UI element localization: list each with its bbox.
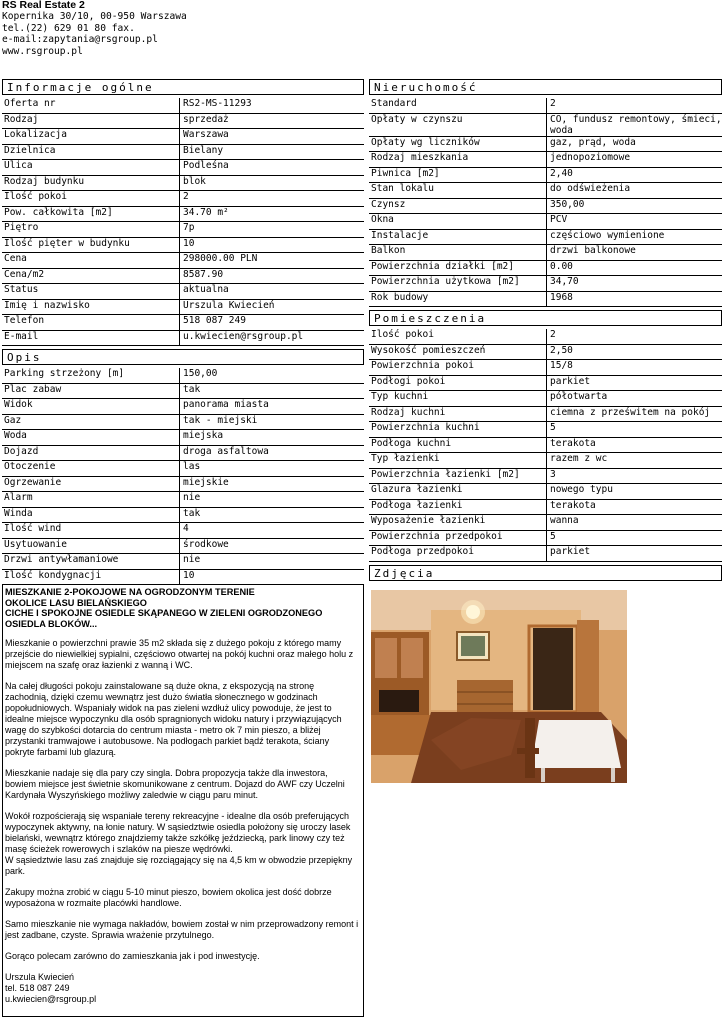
general-row bbox=[2, 160, 364, 176]
property-value: 0.00 bbox=[547, 261, 722, 277]
general-value: aktualna bbox=[180, 284, 364, 300]
general-value: 34.70 m² bbox=[180, 207, 364, 223]
opis-label: Ilość kondygnacji bbox=[2, 570, 180, 586]
property-row bbox=[369, 98, 722, 114]
property-row bbox=[369, 276, 722, 292]
opis-row bbox=[2, 508, 364, 524]
opis-value: 10 bbox=[180, 570, 364, 586]
agency-www: www.rsgroup.pl bbox=[2, 45, 83, 57]
property-row bbox=[369, 245, 722, 261]
opis-row bbox=[2, 477, 364, 493]
general-label: E-mail bbox=[2, 331, 180, 347]
rooms-row bbox=[369, 500, 722, 516]
opis-value: tak - miejski bbox=[180, 415, 364, 431]
general-value: Urszula Kwiecień bbox=[180, 300, 364, 316]
rooms-label: Powierzchnia łazienki [m2] bbox=[369, 469, 547, 485]
opis-row bbox=[2, 446, 364, 462]
general-label: Pow. całkowita [m2] bbox=[2, 207, 180, 223]
general-value: 8587.90 bbox=[180, 269, 364, 285]
section-property-header: Nieruchomość bbox=[369, 79, 722, 95]
property-table bbox=[369, 98, 722, 307]
opis-value: 4 bbox=[180, 523, 364, 539]
property-value: CO, fundusz remontowy, śmieci, woda bbox=[547, 114, 722, 137]
general-value: 518 087 249 bbox=[180, 315, 364, 331]
property-label: Piwnica [m2] bbox=[369, 168, 547, 184]
rooms-row bbox=[369, 345, 722, 361]
rooms-label: Podłoga łazienki bbox=[369, 500, 547, 516]
property-label: Opłaty wg liczników bbox=[369, 137, 547, 153]
general-row bbox=[2, 145, 364, 161]
opis-row bbox=[2, 430, 364, 446]
property-label: Powierzchnia użytkowa [m2] bbox=[369, 276, 547, 292]
general-label: Ulica bbox=[2, 160, 180, 176]
general-label: Lokalizacja bbox=[2, 129, 180, 145]
section-desc-header: Opis bbox=[2, 349, 364, 365]
description-paragraph: Gorąco polecam zarówno do zamieszkania jak i pod inwestycję. bbox=[5, 951, 260, 962]
property-row bbox=[369, 114, 722, 137]
general-value: RS2-MS-11293 bbox=[180, 98, 364, 114]
property-row bbox=[369, 261, 722, 277]
opis-label: Dojazd bbox=[2, 446, 180, 462]
opis-value: miejska bbox=[180, 430, 364, 446]
property-label: Rodzaj mieszkania bbox=[369, 152, 547, 168]
rooms-value: 5 bbox=[547, 531, 722, 547]
opis-value: nie bbox=[180, 492, 364, 508]
description-paragraph: Samo mieszkanie nie wymaga nakładów, bowiem został w nim przeprowadzony remont i jest zadbane, czyste. Sprawia wrażenie przytulnego. bbox=[5, 919, 359, 941]
rooms-value: 2,50 bbox=[547, 345, 722, 361]
property-label: Opłaty w czynszu bbox=[369, 114, 547, 137]
opis-label: Woda bbox=[2, 430, 180, 446]
rooms-label: Powierzchnia kuchni bbox=[369, 422, 547, 438]
property-value: gaz, prąd, woda bbox=[547, 137, 722, 153]
opis-label: Parking strzeżony [m] bbox=[2, 368, 180, 384]
rooms-row bbox=[369, 469, 722, 485]
rooms-label: Typ łazienki bbox=[369, 453, 547, 469]
property-row bbox=[369, 137, 722, 153]
opis-row bbox=[2, 492, 364, 508]
general-row bbox=[2, 300, 364, 316]
headline-line: CICHE I SPOKOJNE OSIEDLE SKĄPANEGO W ZIELENI OGRODZONEGO bbox=[5, 608, 323, 619]
agency-name: RS Real Estate 2 bbox=[2, 0, 85, 11]
general-label: Rodzaj budynku bbox=[2, 176, 180, 192]
rooms-label: Powierzchnia pokoi bbox=[369, 360, 547, 376]
agency-header bbox=[2, 0, 187, 57]
rooms-row bbox=[369, 422, 722, 438]
general-label: Cena bbox=[2, 253, 180, 269]
section-photos-header: Zdjęcia bbox=[369, 565, 722, 581]
description-paragraphs bbox=[5, 638, 360, 962]
rooms-row bbox=[369, 376, 722, 392]
right-column bbox=[369, 79, 722, 783]
signature-line: tel. 518 087 249 bbox=[5, 983, 70, 994]
opis-label: Ogrzewanie bbox=[2, 477, 180, 493]
opis-value: las bbox=[180, 461, 364, 477]
rooms-value: razem z wc bbox=[547, 453, 722, 469]
photo-container bbox=[369, 584, 722, 783]
description-paragraph: Wokół rozpościerają się wspaniałe tereny rekreacyjne - idealne dla osób preferujących wypoczynek aktywny, na łonie natury. W sąsiedztwie osiedla położony się uroczy lasek bielański, wewnątrz którego znajdziemy także szkółkę jeździecką, park linowy czy też masę ścieżek rowerowych i szlaków na piesze wędrówki. W sąsiedztwie lasu zaś znajduje się rozciągający się na 4,5 km w obwodzie przepiękny park. bbox=[5, 811, 353, 877]
opis-row bbox=[2, 461, 364, 477]
rooms-row bbox=[369, 407, 722, 423]
agent-signature bbox=[5, 972, 360, 1005]
property-row bbox=[369, 230, 722, 246]
opis-label: Ilość wind bbox=[2, 523, 180, 539]
property-label: Instalacje bbox=[369, 230, 547, 246]
rooms-value: terakota bbox=[547, 500, 722, 516]
general-row bbox=[2, 284, 364, 300]
rooms-table bbox=[369, 329, 722, 562]
general-row bbox=[2, 176, 364, 192]
general-value: sprzedaż bbox=[180, 114, 364, 130]
opis-row bbox=[2, 554, 364, 570]
rooms-value: 5 bbox=[547, 422, 722, 438]
general-label: Imię i nazwisko bbox=[2, 300, 180, 316]
general-value: Bielany bbox=[180, 145, 364, 161]
signature-line: Urszula Kwiecień bbox=[5, 972, 75, 983]
general-label: Cena/m2 bbox=[2, 269, 180, 285]
general-row bbox=[2, 269, 364, 285]
rooms-label: Powierzchnia przedpokoi bbox=[369, 531, 547, 547]
general-label: Status bbox=[2, 284, 180, 300]
rooms-value: ciemna z prześwitem na pokój bbox=[547, 407, 722, 423]
opis-label: Otoczenie bbox=[2, 461, 180, 477]
rooms-label: Wyposażenie łazienki bbox=[369, 515, 547, 531]
property-label: Czynsz bbox=[369, 199, 547, 215]
opis-value: środkowe bbox=[180, 539, 364, 555]
rooms-label: Podłogi pokoi bbox=[369, 376, 547, 392]
general-label: Ilość pięter w budynku bbox=[2, 238, 180, 254]
property-value: do odświeżenia bbox=[547, 183, 722, 199]
general-label: Telefon bbox=[2, 315, 180, 331]
general-value: 298000.00 PLN bbox=[180, 253, 364, 269]
opis-value: miejskie bbox=[180, 477, 364, 493]
apartment-photo[interactable] bbox=[371, 590, 627, 783]
rooms-label: Wysokość pomieszczeń bbox=[369, 345, 547, 361]
property-value: jednopoziomowe bbox=[547, 152, 722, 168]
rooms-row bbox=[369, 484, 722, 500]
opis-row bbox=[2, 523, 364, 539]
general-row bbox=[2, 222, 364, 238]
property-label: Stan lokalu bbox=[369, 183, 547, 199]
rooms-row bbox=[369, 515, 722, 531]
opis-row bbox=[2, 368, 364, 384]
opis-label: Winda bbox=[2, 508, 180, 524]
section-general-header: Informacje ogólne bbox=[2, 79, 364, 95]
rooms-label: Glazura łazienki bbox=[369, 484, 547, 500]
property-label: Okna bbox=[369, 214, 547, 230]
property-value: 1968 bbox=[547, 292, 722, 308]
property-row bbox=[369, 168, 722, 184]
opis-value: tak bbox=[180, 384, 364, 400]
headline-line: MIESZKANIE 2-POKOJOWE NA OGRODZONYM TERENIE bbox=[5, 587, 255, 597]
opis-value: nie bbox=[180, 554, 364, 570]
general-value[interactable]: u.kwiecien@rsgroup.pl bbox=[180, 331, 364, 347]
rooms-value: 15/8 bbox=[547, 360, 722, 376]
rooms-value: 3 bbox=[547, 469, 722, 485]
general-value: Warszawa bbox=[180, 129, 364, 145]
rooms-row bbox=[369, 391, 722, 407]
opis-label: Plac zabaw bbox=[2, 384, 180, 400]
opis-label: Widok bbox=[2, 399, 180, 415]
agency-email: e-mail:zapytania@rsgroup.pl bbox=[2, 34, 158, 46]
general-row bbox=[2, 114, 364, 130]
property-row bbox=[369, 183, 722, 199]
description-paragraph: Mieszkanie o powierzchni prawie 35 m2 składa się z dużego pokoju z którego mamy przejście do niewielkiej sypialni, częściowo otwartej na pokój kuchni oraz małego holu z miejscem na szafę oraz łazienki z wanną i WC. bbox=[5, 638, 354, 671]
property-row bbox=[369, 199, 722, 215]
rooms-label: Rodzaj kuchni bbox=[369, 407, 547, 423]
general-label: Oferta nr bbox=[2, 98, 180, 114]
property-row bbox=[369, 292, 722, 308]
general-row bbox=[2, 238, 364, 254]
general-row bbox=[2, 191, 364, 207]
opis-row bbox=[2, 539, 364, 555]
property-value: 2,40 bbox=[547, 168, 722, 184]
opis-label: Drzwi antywłamaniowe bbox=[2, 554, 180, 570]
property-value: PCV bbox=[547, 214, 722, 230]
property-row bbox=[369, 214, 722, 230]
opis-row bbox=[2, 384, 364, 400]
signature-line[interactable]: u.kwiecien@rsgroup.pl bbox=[5, 994, 97, 1005]
general-label: Piętro bbox=[2, 222, 180, 238]
description-attributes-table bbox=[2, 368, 364, 585]
property-row bbox=[369, 152, 722, 168]
general-row bbox=[2, 253, 364, 269]
opis-value: panorama miasta bbox=[180, 399, 364, 415]
general-value: 2 bbox=[180, 191, 364, 207]
opis-value: 150,00 bbox=[180, 368, 364, 384]
opis-label: Alarm bbox=[2, 492, 180, 508]
general-row bbox=[2, 315, 364, 331]
general-label: Dzielnica bbox=[2, 145, 180, 161]
rooms-label: Podłoga kuchni bbox=[369, 438, 547, 454]
property-value: częściowo wymienione bbox=[547, 230, 722, 246]
rooms-row bbox=[369, 453, 722, 469]
rooms-row bbox=[369, 531, 722, 547]
general-value: blok bbox=[180, 176, 364, 192]
description-paragraph: Zakupy można zrobić w ciągu 5-10 minut pieszo, bowiem okolica jest dość dobrze wyposażona w rozmaite placówki handlowe. bbox=[5, 887, 332, 909]
opis-row bbox=[2, 415, 364, 431]
agency-address: Kopernika 30/10, 00-950 Warszawa bbox=[2, 11, 187, 23]
general-value: 10 bbox=[180, 238, 364, 254]
general-label: Ilość pokoi bbox=[2, 191, 180, 207]
description-text bbox=[2, 585, 364, 1017]
general-row bbox=[2, 207, 364, 223]
agency-phone: tel.(22) 629 01 80 fax. bbox=[2, 22, 135, 34]
property-value: 34,70 bbox=[547, 276, 722, 292]
rooms-label: Typ kuchni bbox=[369, 391, 547, 407]
property-value: 350,00 bbox=[547, 199, 722, 215]
rooms-label: Podłoga przedpokoi bbox=[369, 546, 547, 562]
general-info-table bbox=[2, 98, 364, 346]
general-row bbox=[2, 129, 364, 145]
rooms-row bbox=[369, 360, 722, 376]
general-value: Podleśna bbox=[180, 160, 364, 176]
rooms-value: parkiet bbox=[547, 376, 722, 392]
description-paragraph: Na całej długości pokoju zainstalowane są duże okna, z ekspozycją na stronę zachodnią, dzięki czemu wewnątrz jest dużo światła słonecznego w godzinach popołudniowych. Wspaniały widok na pas zieleni wzdłuż ulicy powoduje, że jest to idealne miejsce wypoczynku dla osób spragnionych widoku natury i przywiązujących wagę do szybkości dotarcia do centrum miasta - metro ok 7 min pieszo, a bliżej przystanki tramwajowe i autobusowe. Na podłogach parkiet bądź terakota, ściany pokryte farbami lub glazurą. bbox=[5, 681, 342, 758]
description-headline bbox=[5, 587, 360, 629]
rooms-row bbox=[369, 329, 722, 345]
property-label: Rok budowy bbox=[369, 292, 547, 308]
rooms-value: terakota bbox=[547, 438, 722, 454]
opis-row bbox=[2, 399, 364, 415]
opis-value: droga asfaltowa bbox=[180, 446, 364, 462]
rooms-row bbox=[369, 546, 722, 562]
general-label: Rodzaj bbox=[2, 114, 180, 130]
rooms-value: wanna bbox=[547, 515, 722, 531]
rooms-value: 2 bbox=[547, 329, 722, 345]
property-label: Powierzchnia działki [m2] bbox=[369, 261, 547, 277]
headline-line: OSIEDLA BLOKÓW... bbox=[5, 618, 98, 629]
left-column bbox=[2, 79, 364, 1017]
general-row bbox=[2, 331, 364, 347]
rooms-label: Ilość pokoi bbox=[369, 329, 547, 345]
rooms-value: półotwarta bbox=[547, 391, 722, 407]
section-rooms-header: Pomieszczenia bbox=[369, 310, 722, 326]
property-value: 2 bbox=[547, 98, 722, 114]
headline-line: OKOLICE LASU BIELAŃSKIEGO bbox=[5, 597, 147, 608]
opis-label: Usytuowanie bbox=[2, 539, 180, 555]
property-label: Balkon bbox=[369, 245, 547, 261]
general-row bbox=[2, 98, 364, 114]
general-value: 7p bbox=[180, 222, 364, 238]
opis-row bbox=[2, 570, 364, 586]
description-paragraph: Mieszkanie nadaje się dla pary czy singla. Dobra propozycja także dla inwestora, bowiem miejsce jest świetnie skomunikowane z centrum. Dojazd do AWF czy Uczelni Kardynała Wyszyńskiego możliwy zaledwie w ciągu paru minut. bbox=[5, 768, 345, 801]
opis-value: tak bbox=[180, 508, 364, 524]
property-label: Standard bbox=[369, 98, 547, 114]
rooms-row bbox=[369, 438, 722, 454]
property-value: drzwi balkonowe bbox=[547, 245, 722, 261]
rooms-value: nowego typu bbox=[547, 484, 722, 500]
opis-label: Gaz bbox=[2, 415, 180, 431]
rooms-value: parkiet bbox=[547, 546, 722, 562]
